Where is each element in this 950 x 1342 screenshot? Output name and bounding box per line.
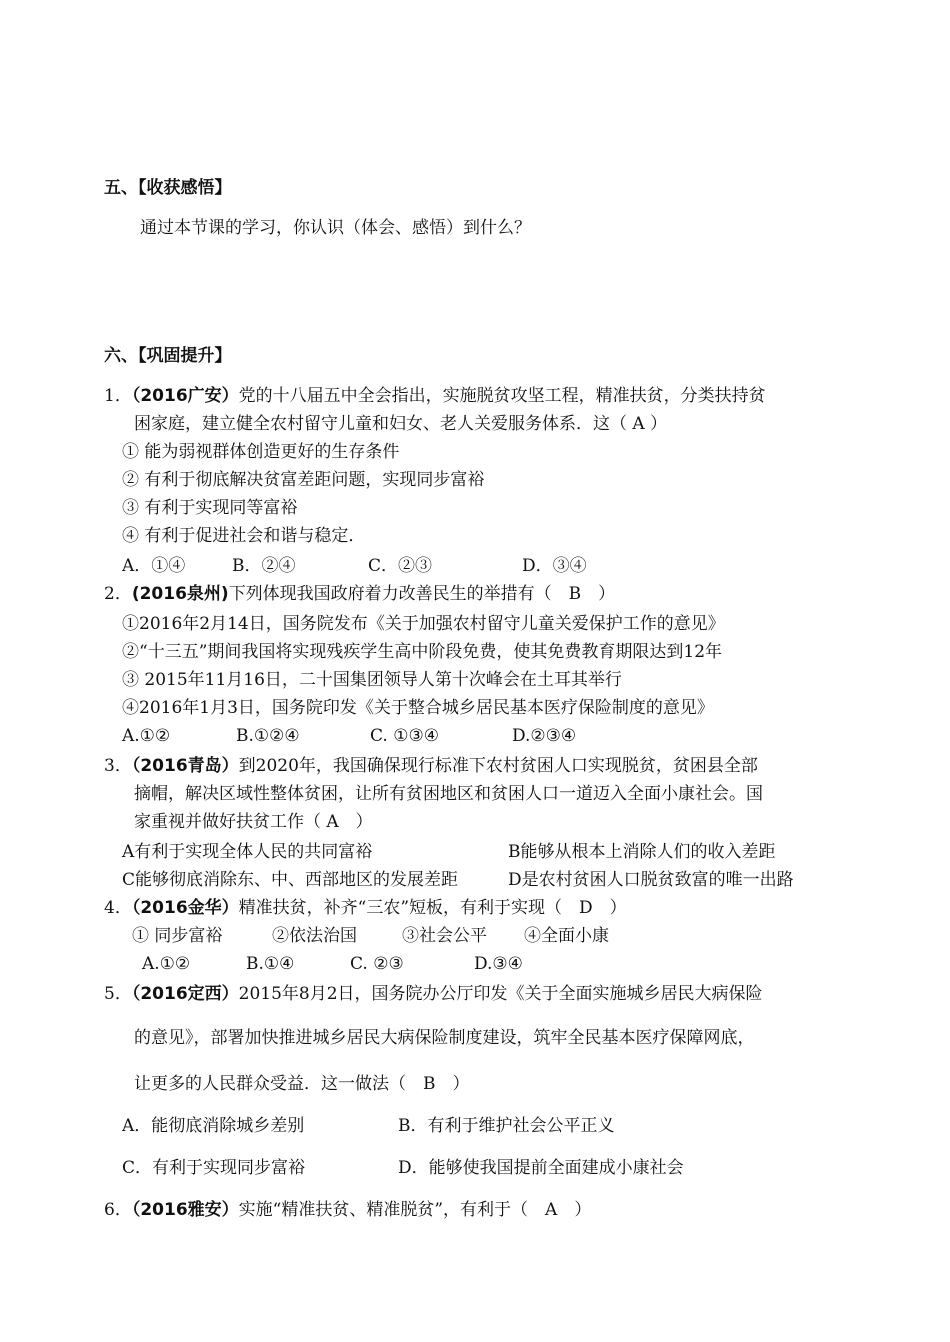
q4-option-b: B.①④ <box>246 954 295 974</box>
question-number: 4． <box>104 898 132 918</box>
q4-option-c: C. ②③ <box>350 954 404 974</box>
question-5-line-1 <box>104 982 763 1006</box>
question-source: （2016青岛） <box>131 756 239 776</box>
q3-option-b: B能够从根本上消除人们的收入差距 <box>508 842 776 862</box>
question-3-line-2: 摘帽，解决区域性整体贫困，让所有贫困地区和贫困人口一道迈入全面小康社会。国 <box>134 784 763 804</box>
q1-option-c: C．②③ <box>368 556 433 576</box>
q2-option-d: D.②③④ <box>512 726 577 746</box>
q1-item: ④ 有利于促进社会和谐与稳定． <box>122 526 366 546</box>
question-number: 1． <box>104 386 132 406</box>
q4-option-d: D.③④ <box>474 954 523 974</box>
q2-option-c: C. ①③④ <box>370 726 439 746</box>
question-stem: 实施“精准扶贫、精准脱贫”，有利于（ A ） <box>238 1200 592 1220</box>
q5-option-b: B．有利于维护社会公平正义 <box>398 1116 615 1136</box>
section-heading-5: 五、【收获感悟】 <box>104 178 232 198</box>
q2-item: ④2016年1月3日，国务院印发《关于整合城乡居民基本医疗保险制度的意见》 <box>122 698 714 718</box>
question-number: 6． <box>104 1200 132 1220</box>
q1-option-d: D．③④ <box>522 556 587 576</box>
q1-option-a: A．①④ <box>122 556 186 576</box>
question-5-line-2: 的意见》，部署加快推进城乡居民大病保险制度建设，筑牢全民基本医疗保障网底， <box>134 1028 755 1048</box>
q2-option-a: A.①② <box>122 726 171 746</box>
question-1-line-1 <box>104 384 766 408</box>
question-2-line-1 <box>104 582 615 606</box>
question-stem: 党的十八届五中全会指出，实施脱贫攻坚工程，精准扶贫，分类扶持贫 <box>238 386 766 406</box>
q2-item: ①2016年2月14日，国务院发布《关于加强农村留守儿童关爱保护工作的意见》 <box>122 614 725 634</box>
q1-option-b: B．②④ <box>232 556 296 576</box>
question-3-line-3: 家重视并做好扶贫工作（ A ） <box>134 812 373 832</box>
question-stem: 下列体现我国政府着力改善民生的举措有（ B ） <box>228 584 616 604</box>
q2-item: ②“十三五”期间我国将实现残疾学生高中阶段免费，使其免费教育期限达到12年 <box>122 642 723 662</box>
q4-item: ④全面小康 <box>524 926 609 946</box>
section-heading-6: 六、【巩固提升】 <box>104 346 232 366</box>
question-5-line-3: 让更多的人民群众受益．这一做法（ B ） <box>134 1074 470 1094</box>
q5-option-c: C．有利于实现同步富裕 <box>122 1158 306 1178</box>
q4-item: ① 同步富裕 <box>132 926 223 946</box>
question-stem: 精准扶贫，补齐“三农”短板，有利于实现（ D ） <box>238 898 627 918</box>
q5-option-a: A．能彻底消除城乡差别 <box>122 1116 305 1136</box>
question-source: （2016雅安） <box>131 1200 239 1220</box>
question-number: 2． <box>104 584 132 604</box>
question-6-line-1 <box>104 1198 591 1222</box>
q1-item: ③ 有利于实现同等富裕 <box>122 498 298 518</box>
question-source: （2016金华） <box>131 898 239 918</box>
question-number: 5． <box>104 984 132 1004</box>
question-number: 3． <box>104 756 132 776</box>
question-stem: 到2020年，我国确保现行标准下农村贫困人口实现脱贫，贫困县全部 <box>238 756 758 776</box>
question-source: （2016广安） <box>131 386 239 406</box>
question-source: (2016泉州) <box>131 584 229 604</box>
q5-option-d: D．能够使我国提前全面建成小康社会 <box>398 1158 684 1178</box>
q3-option-d: D是农村贫困人口脱贫致富的唯一出路 <box>508 870 794 890</box>
question-1-line-2: 困家庭，建立健全农村留守儿童和妇女、老人关爱服务体系．这（ A ） <box>134 414 668 434</box>
reflection-prompt: 通过本节课的学习，你认识（体会、感悟）到什么？ <box>140 218 531 238</box>
question-source: （2016定西） <box>131 984 239 1004</box>
q3-option-a: A有利于实现全体人民的共同富裕 <box>122 842 373 862</box>
q4-item: ③社会公平 <box>402 926 487 946</box>
question-3-line-1 <box>104 754 758 778</box>
q4-item: ②依法治国 <box>272 926 357 946</box>
q2-item: ③ 2015年11月16日，二十国集团领导人第十次峰会在土耳其举行 <box>122 670 622 690</box>
question-stem: 2015年8月2日，国务院办公厅印发《关于全面实施城乡居民大病保险 <box>238 984 763 1004</box>
q1-item: ② 有利于彻底解决贫富差距问题，实现同步富裕 <box>122 470 485 490</box>
q3-option-c: C能够彻底消除东、中、西部地区的发展差距 <box>122 870 459 890</box>
q2-option-b: B.①②④ <box>236 726 300 746</box>
q4-option-a: A.①② <box>142 954 191 974</box>
q1-item: ① 能为弱视群体创造更好的生存条件 <box>122 442 400 462</box>
question-4-line-1 <box>104 896 627 920</box>
